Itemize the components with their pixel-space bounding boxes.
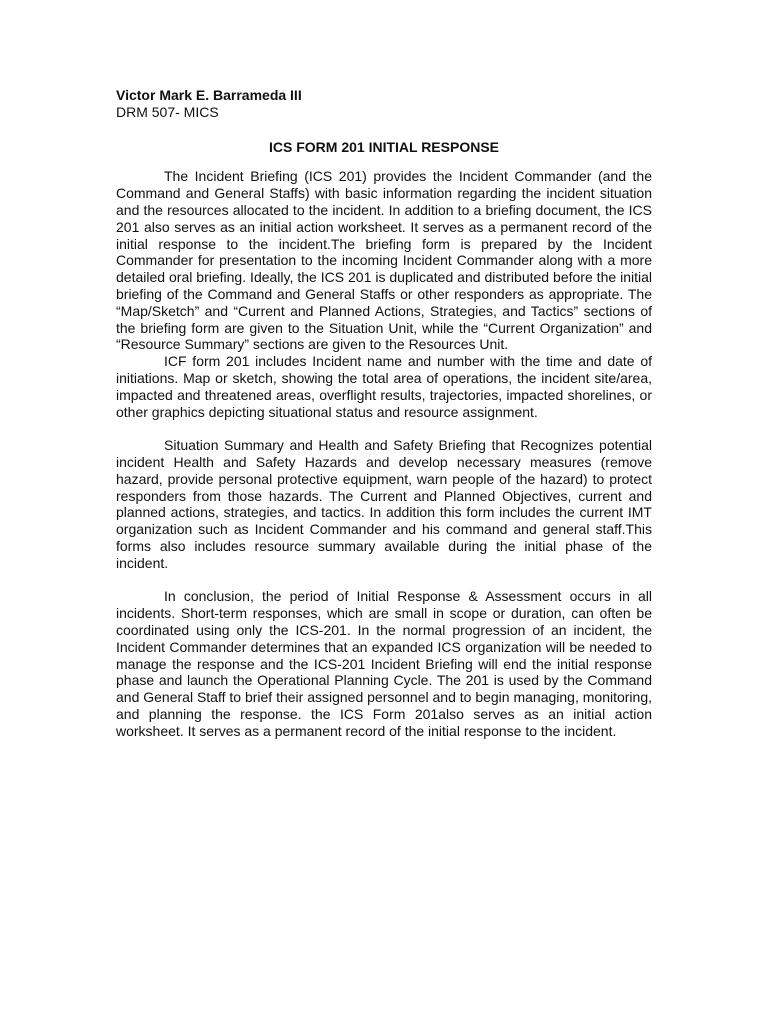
course-code: DRM 507- MICS bbox=[116, 103, 219, 120]
paragraph-intro: The Incident Briefing (ICS 201) provides the Incident Commander (and the Command and General Staffs) with basic information regarding the incident situation and the resources allocated to the incident. In addition to a briefing document, the ICS 201 also serves as an initial action worksheet. It serves as a permanent record of the initial response to the incident.The briefing form is prepared by the Incident Commander for presentation to the incoming Incident Commander along with a more detailed oral briefing. Ideally, the ICS 201 is duplicated and distributed before the initial briefing of the Command and General Staffs or other responders as appropriate. The “Map/Sketch” and “Current and Planned Actions, Strategies, and Tactics” sections of the briefing form are given to the Situation Unit, while the “Current Organization” and “Resource Summary” sections are given to the Resources Unit. bbox=[116, 168, 652, 353]
document-title: ICS FORM 201 INITIAL RESPONSE bbox=[268, 138, 499, 155]
author-name: Victor Mark E. Barrameda III bbox=[116, 87, 302, 103]
document-page bbox=[116, 87, 652, 739]
paragraph-form-contents: ICF form 201 includes Incident name and number with the time and date of initiations. Map or sketch, showing the total area of operations, the incident site/area, impacted and threatened areas, overflight results, trajectories, impacted shorelines, or other graphics depicting situational status and resource assignment. bbox=[116, 353, 652, 420]
paragraph-conclusion: In conclusion, the period of Initial Response & Assessment occurs in all incidents. Short-term responses, which are small in scope or duration, can often be coordinated using only the ICS-201. In the normal progression of an incident, the Incident Commander determines that an expanded ICS organization will be needed to manage the response and the ICS-201 Incident Briefing will end the initial response phase and launch the Operational Planning Cycle. The 201 is used by the Command and General Staff to brief their assigned personnel and to begin managing, monitoring, and planning the response. the ICS Form 201also serves as an initial action worksheet. It serves as a permanent record of the initial response to the incident. bbox=[116, 588, 652, 739]
paragraph-situation-summary: Situation Summary and Health and Safety Briefing that Recognizes potential incident Health and Safety Hazards and develop necessary measures (remove hazard, provide personal protective equipment, warn people of the hazard) to protect responders from those hazards. The Current and Planned Objectives, current and planned actions, strategies, and tactics. In addition this form includes the current IMT organization such as Incident Commander and his command and general staff.This forms also includes resource summary available during the initial phase of the incident. bbox=[116, 437, 652, 571]
